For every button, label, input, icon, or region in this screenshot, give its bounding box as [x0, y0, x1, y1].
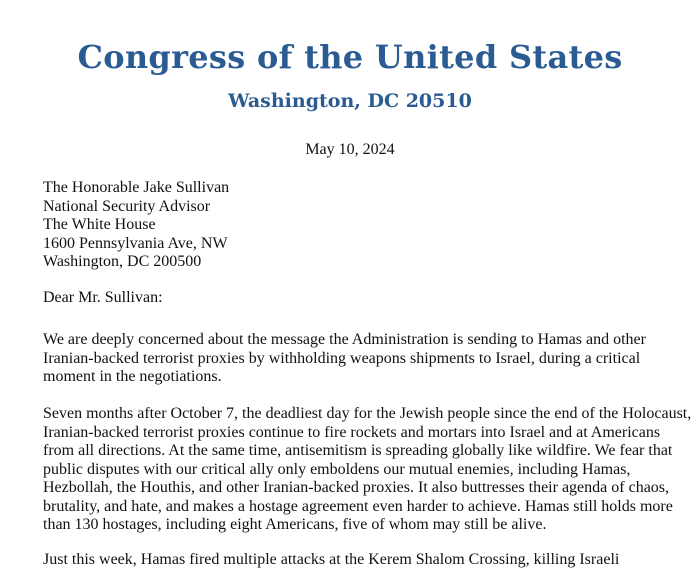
recipient-address-block [43, 179, 229, 272]
salutation: Dear Mr. Sullivan: [43, 289, 163, 306]
paragraph-3: Just this week, Hamas fired multiple attacks at the Kerem Shalom Crossing, killing Israeli [43, 551, 620, 568]
paragraph-1: We are deeply concerned about the message the Administration is sending to Hamas and other Iranian-backed terrorist proxies by withholding weapons shipments to Israel, during a critical moment in the negotiations. [43, 331, 646, 385]
recipient-name: The Honorable Jake Sullivan [43, 179, 230, 196]
recipient-city: Washington, DC 200500 [43, 253, 202, 270]
recipient-street: 1600 Pennsylvania Ave, NW [43, 234, 228, 252]
letterhead-address: Washington, DC 20510 [228, 90, 472, 112]
recipient-office: The White House [43, 216, 156, 233]
letterhead-title: Congress of the United States [77, 38, 623, 76]
recipient-title: National Security Advisor [43, 197, 211, 215]
letter-date: May 10, 2024 [305, 141, 395, 158]
paragraph-2: Seven months after October 7, the deadliest day for the Jewish people since the end of the Holocaust, Iranian-backed terrorist proxies continue to fire rockets and mortars into Israel and at Americans from all directions. At the same time, antisemitism is spreading globally like wildfire. We fear that public disputes with our critical ally only emboldens our mutual enemies, including Hamas, Hezbollah, the Houthis, and other Iranian-backed proxies. It also buttresses their agenda of chaos, brutality, and hate, and makes a hostage agreement even harder to achieve. Hamas still holds more than 130 hostages, including eight Americans, five of whom may still be alive. [43, 405, 692, 533]
